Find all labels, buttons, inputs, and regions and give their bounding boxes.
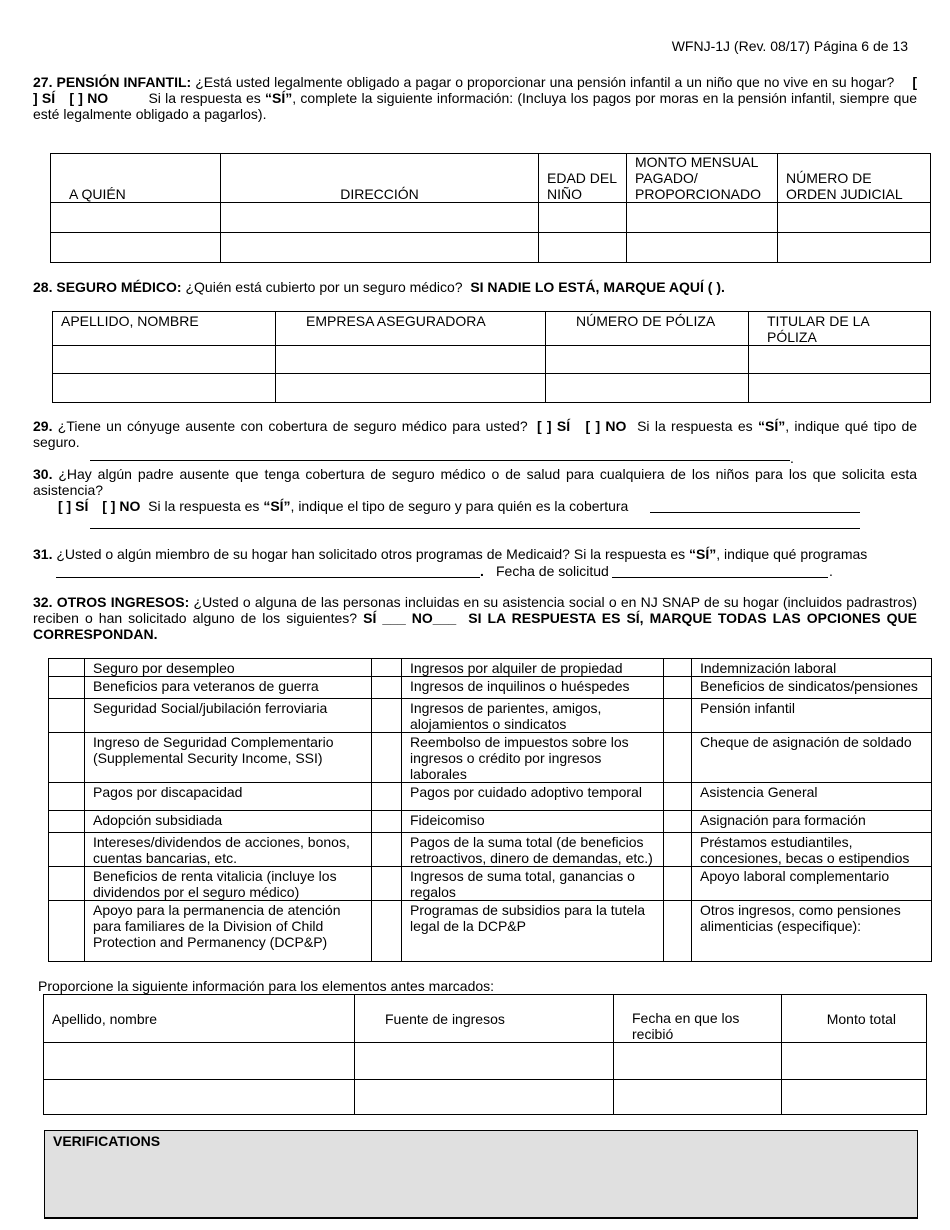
income-option-label: Ingresos de suma total, ganancias o regalos (402, 867, 664, 901)
income-checkbox[interactable] (49, 677, 85, 699)
income-checkbox[interactable] (49, 833, 85, 867)
income-option-label: Beneficios de renta vitalicia (incluye los dividendos por el seguro médico) (85, 867, 372, 901)
income-option-label: Ingreso de Seguridad Complementario (Supplemental Security Income, SSI) (85, 733, 372, 783)
q31-date-label: Fecha de solicitud (496, 563, 609, 579)
col-orden: NÚMERO DE ORDEN JUDICIAL (778, 154, 931, 203)
table-row (44, 1080, 927, 1115)
income-option-label: Intereses/dividendos de acciones, bonos, cuentas bancarias, etc. (85, 833, 372, 867)
details-intro: Proporcione la siguiente información para los elementos antes marcados: (38, 978, 495, 994)
question-32: 32. OTROS INGRESOS: ¿Usted o alguna de las personas incluidas en su asistencia social o en NJ SNAP de su hogar (incluidos padrastros) reciben o han solicitado alguno de los siguientes? SÍ ___ NO___ SI LA RESPUESTA ES SÍ, MARQUE TODAS LAS OPCIONES QUE CORRESPONDAN. (33, 594, 918, 642)
income-option-label: Reembolso de impuestos sobre los ingresos o crédito por ingresos laborales (402, 733, 664, 783)
col-apellido-nombre: Apellido, nombre (44, 995, 355, 1043)
income-option-label: Beneficios para veteranos de guerra (85, 677, 372, 699)
income-checkbox[interactable] (664, 783, 692, 811)
q27-no-checkbox[interactable]: [ ] NO (69, 90, 109, 106)
col-apellido: APELLIDO, NOMBRE (53, 312, 276, 346)
income-checkbox[interactable] (49, 901, 85, 962)
income-checkbox[interactable] (664, 677, 692, 699)
child-support-table (50, 153, 931, 263)
income-checkbox[interactable] (49, 699, 85, 733)
q29-answer-line[interactable] (90, 460, 790, 461)
form-id: WFNJ-1J (Rev. 08/17) Página 6 de 13 (671, 38, 908, 54)
income-checkbox[interactable] (49, 811, 85, 833)
question-30: 30. ¿Hay algún padre ausente que tenga cobertura de seguro médico o de salud para cualquiera de los niños para los que solicita esta asistencia? (33, 466, 917, 498)
col-edad: EDAD DEL NIÑO (539, 154, 627, 203)
q30-answer-line-1[interactable] (650, 512, 860, 513)
income-option-label: Ingresos por alquiler de propiedad (402, 659, 664, 677)
income-checkbox[interactable] (372, 811, 402, 833)
col-empresa: EMPRESA ASEGURADORA (276, 312, 546, 346)
income-checkbox[interactable] (664, 699, 692, 733)
income-option-label: Ingresos de parientes, amigos, alojamientos o sindicatos (402, 699, 664, 733)
income-checkbox[interactable] (372, 833, 402, 867)
table-row (49, 867, 932, 901)
col-a-quien: A QUIÉN (51, 154, 221, 203)
col-monto-total: Monto total (782, 995, 927, 1043)
col-fecha: Fecha en que los recibió (614, 995, 782, 1043)
question-28: 28. SEGURO MÉDICO: ¿Quién está cubierto por un seguro médico? SI NADIE LO ESTÁ, MARQUE AQUÍ ( ). (33, 279, 725, 295)
income-checkbox[interactable] (664, 867, 692, 901)
table-row (49, 901, 932, 962)
table-row (49, 733, 932, 783)
table-row (51, 203, 931, 233)
income-checkbox[interactable] (664, 833, 692, 867)
table-row (51, 233, 931, 263)
income-option-label: Pagos por cuidado adoptivo temporal (402, 783, 664, 811)
income-option-label: Pensión infantil (692, 699, 932, 733)
question-30-options: [ ] SÍ [ ] NO Si la respuesta es “SÍ”, indique el tipo de seguro y para quién es la cobertura (58, 498, 629, 514)
col-poliza: NÚMERO DE PÓLIZA (546, 312, 749, 346)
income-checkbox[interactable] (49, 733, 85, 783)
income-checkbox[interactable] (372, 901, 402, 962)
q29-no-checkbox[interactable]: [ ] NO (585, 418, 627, 434)
income-checkbox[interactable] (664, 811, 692, 833)
q30-answer-line-2[interactable] (90, 528, 860, 529)
table-row (49, 811, 932, 833)
income-checkbox[interactable] (372, 867, 402, 901)
question-29: 29. ¿Tiene un cónyuge ausente con cobertura de seguro médico para usted? [ ] SÍ [ ] NO Si la respuesta es “SÍ”, indique qué tipo de seguro. (33, 418, 918, 450)
income-checkbox[interactable] (664, 901, 692, 962)
income-option-label: Fideicomiso (402, 811, 664, 833)
question-31: 31. ¿Usted o algún miembro de su hogar han solicitado otros programas de Medicaid? Si la respuesta es “SÍ”, indique qué programas (33, 546, 868, 562)
income-details-table (43, 994, 927, 1115)
income-option-label: Ingresos de inquilinos o huéspedes (402, 677, 664, 699)
income-option-label: Pagos por discapacidad (85, 783, 372, 811)
income-checkbox[interactable] (372, 699, 402, 733)
income-option-label: Seguro por desempleo (85, 659, 372, 677)
income-checkbox[interactable] (49, 867, 85, 901)
income-checkbox[interactable] (372, 677, 402, 699)
table-row (49, 677, 932, 699)
question-27: 27. PENSIÓN INFANTIL: ¿Está usted legalmente obligado a pagar o proporcionar una pensión infantil a un niño que no vive en su hogar? [ ] SÍ [ ] NO Si la respuesta es “SÍ”, complete la siguiente información: (Incluya los pagos por moras en la pensión infantil, siempre que esté legalmente obligado a pagarlos). (33, 74, 918, 122)
verifications-label: VERIFICATIONS (53, 1133, 161, 1149)
income-option-label: Programas de subsidios para la tutela legal de la DCP&P (402, 901, 664, 962)
income-checkbox[interactable] (664, 659, 692, 677)
q31-date-line[interactable] (612, 577, 828, 578)
table-row (49, 783, 932, 811)
col-fuente: Fuente de ingresos (355, 995, 614, 1043)
income-option-label: Otros ingresos, como pensiones alimenticias (especifique): (692, 901, 932, 962)
income-checkbox[interactable] (372, 733, 402, 783)
col-monto: MONTO MENSUAL PAGADO/ PROPORCIONADO (627, 154, 778, 203)
income-checkbox[interactable] (372, 659, 402, 677)
table-row (53, 374, 931, 403)
col-titular: TITULAR DE LA PÓLIZA (749, 312, 931, 346)
table-row (49, 833, 932, 867)
q30-no-checkbox[interactable]: [ ] NO (102, 498, 141, 514)
income-option-label: Apoyo laboral complementario (692, 867, 932, 901)
q28-none-checkbox[interactable]: SI NADIE LO ESTÁ, MARQUE AQUÍ ( ). (470, 279, 725, 295)
income-checkbox[interactable] (664, 733, 692, 783)
table-row (44, 1043, 927, 1080)
income-option-label: Indemnización laboral (692, 659, 932, 677)
other-income-table (48, 658, 932, 962)
income-option-label: Asistencia General (692, 783, 932, 811)
income-option-label: Asignación para formación (692, 811, 932, 833)
verifications-box (44, 1130, 918, 1219)
income-checkbox[interactable] (49, 783, 85, 811)
q31-programs-line[interactable] (56, 577, 480, 578)
q27-si-checkbox[interactable]: [ ] SÍ (33, 74, 918, 106)
table-row (49, 659, 932, 677)
q32-si-no[interactable]: SÍ ___ NO___ (363, 610, 457, 626)
income-checkbox[interactable] (372, 783, 402, 811)
income-option-label: Apoyo para la permanencia de atención para familiares de la Division of Child Protection and Permanency (DCP&P) (85, 901, 372, 962)
income-option-label: Adopción subsidiada (85, 811, 372, 833)
income-option-label: Beneficios de sindicatos/pensiones (692, 677, 932, 699)
table-row (53, 346, 931, 374)
health-insurance-table (52, 311, 931, 403)
col-direccion: DIRECCIÓN (221, 154, 539, 203)
income-option-label: Seguridad Social/jubilación ferroviaria (85, 699, 372, 733)
income-checkbox[interactable] (49, 659, 85, 677)
q30-si-checkbox[interactable]: [ ] SÍ (58, 498, 89, 514)
income-option-label: Préstamos estudiantiles, concesiones, becas o estipendios (692, 833, 932, 867)
income-option-label: Pagos de la suma total (de beneficios retroactivos, dinero de demandas, etc.) (402, 833, 664, 867)
q29-si-checkbox[interactable]: [ ] SÍ (536, 418, 571, 434)
table-row (49, 699, 932, 733)
income-option-label: Cheque de asignación de soldado (692, 733, 932, 783)
